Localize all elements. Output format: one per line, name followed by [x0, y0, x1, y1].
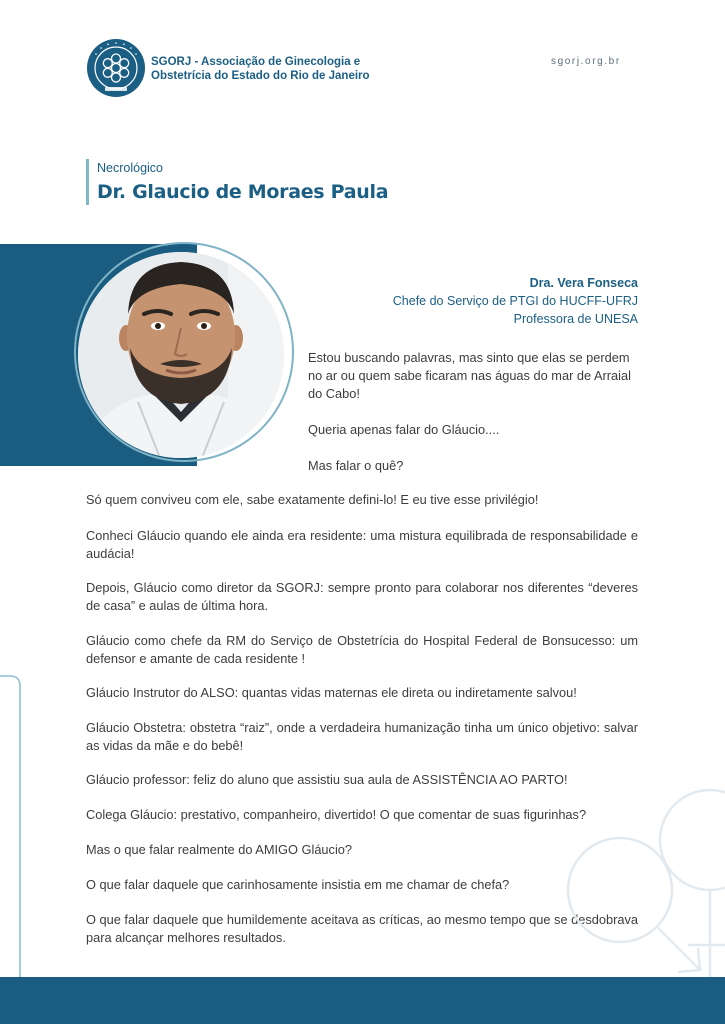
author-block [393, 274, 638, 328]
body-paragraph-5: Gláucio Instrutor do ALSO: quantas vidas maternas ele direta ou indiretamente salvou! [86, 685, 577, 700]
body-paragraph-9: Mas o que falar realmente do AMIGO Gláucio? [86, 842, 353, 857]
footer-band [0, 977, 725, 1024]
decorative-line-left [0, 674, 200, 1004]
title-accent-bar [86, 159, 89, 205]
site-url[interactable]: sgorj.org.br [551, 56, 621, 67]
author-name: Dra. Vera Fonseca [529, 276, 638, 290]
body-paragraph-8: Colega Gláucio: prestativo, companheiro, divertido! O que comentar de suas figurinhas? [86, 807, 587, 822]
gender-symbols-watermark [560, 780, 725, 1000]
intro-paragraph-1-line2: no ar ou quem sabe ficaram nas águas do mar de Arraial [308, 368, 631, 383]
intro-paragraph-3: Mas falar o quê? [308, 458, 404, 473]
body-paragraph-2: Conheci Gláucio quando ele ainda era residente: uma mistura equilibrada de responsabilidade e audácia! [86, 528, 638, 561]
section-label: Necrológico [97, 161, 164, 175]
page-title: Dr. Glaucio de Moraes Paula [97, 181, 389, 203]
body-paragraph-10: O que falar daquele que carinhosamente insistia em me chamar de chefa? [86, 877, 510, 892]
intro-paragraph-1-line3: do Cabo! [308, 386, 360, 401]
author-institution: Professora de UNESA [513, 312, 638, 326]
intro-paragraph-2: Queria apenas falar do Gláucio.... [308, 422, 500, 437]
intro-paragraph-1-line1: Estou buscando palavras, mas sinto que elas se perdem [308, 350, 630, 365]
body-paragraph-6: Gláucio Obstetra: obstetra “raiz”, onde a verdadeira humanização tinha um único objetivo: salvar as vidas da mãe e do bebê! [86, 720, 638, 753]
body-paragraph-1: Só quem conviveu com ele, sabe exatamente defini-lo! E eu tive esse privilégio! [86, 492, 539, 507]
organization-name-line2: Obstetrícia do Estado do Rio de Janeiro [151, 70, 370, 82]
portrait-illustration [78, 252, 284, 458]
organization-name [151, 55, 391, 83]
intro-paragraph-1 [308, 349, 648, 403]
body-paragraph-3: Depois, Gláucio como diretor da SGORJ: sempre pronto para colaborar nos diferentes “deveres de casa” e aulas de última hora. [86, 580, 638, 613]
body-paragraph-4: Gláucio como chefe da RM do Serviço de Obstetrícia do Hospital Federal de Bonsucesso: um defensor e amante de cada residente ! [86, 633, 638, 666]
body-paragraph-7: Gláucio professor: feliz do aluno que assistiu sua aula de ASSISTÊNCIA AO PARTO! [86, 772, 568, 787]
organization-name-line1: SGORJ - Associação de Ginecologia e [151, 56, 361, 68]
body-paragraph-11: O que falar daquele que humildemente aceitava as críticas, ao mesmo tempo que se desdobrava para alcançar melhores resultados. [86, 912, 639, 945]
sgorj-logo [86, 38, 146, 98]
portrait-photo [78, 252, 284, 458]
author-role: Chefe do Serviço de PTGI do HUCFF-UFRJ [392, 294, 638, 308]
